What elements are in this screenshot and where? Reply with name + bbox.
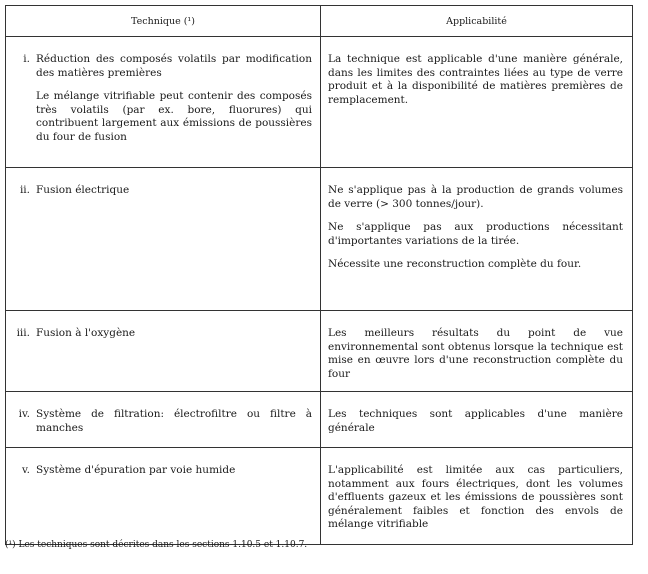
document-page — [5, 5, 632, 545]
footnote: (¹) Les techniques sont décrites dans les sections 1.10.5 et 1.10.7. — [5, 540, 308, 550]
applicability-cell — [321, 311, 633, 392]
table-row — [6, 168, 633, 311]
applicability-text: La technique est applicable d'une manière générale, dans les limites des contraintes liées au type de verre produit et à la disponibilité de matières premières de remplacement. — [328, 53, 623, 106]
header-applicabilite: Applicabilité — [321, 6, 633, 37]
technique-cell — [6, 392, 321, 448]
row-number: iv. — [18, 408, 30, 420]
row-number: v. — [21, 464, 30, 476]
table-row — [6, 311, 633, 392]
row-number: ii. — [19, 184, 30, 196]
applicability-text: Nécessite une reconstruction complète du four. — [328, 258, 582, 270]
table-row — [6, 448, 633, 545]
applicability-text: Ne s'applique pas aux productions nécessitant d'importantes variations de la tirée. — [328, 221, 623, 247]
applicability-cell — [321, 37, 633, 168]
applicability-text: L'applicabilité est limitée aux cas particuliers, notamment aux fours électriques, dont les volumes d'effluents gazeux et les émissions de poussières sont généralement faibles et fonction des envols de mélange vitrifiable — [328, 464, 623, 530]
applicability-text: Les meilleurs résultats du point de vue environnemental sont obtenus lorsque la technique est mise en œuvre lors d'une reconstruction complète du four — [328, 327, 623, 380]
row-number: iii. — [16, 327, 30, 339]
table-header-row — [6, 6, 633, 37]
technique-cell — [6, 168, 321, 311]
technique-title: Système d'épuration par voie humide — [36, 464, 236, 476]
applicability-text: Les techniques sont applicables d'une manière générale — [328, 408, 623, 434]
technique-description: Le mélange vitrifiable peut contenir des composés très volatils (par ex. bore, fluorures) qui contribuent largement aux émissions de poussières du four de fusion — [36, 90, 312, 143]
technique-title: Fusion électrique — [36, 184, 130, 196]
applicability-cell — [321, 168, 633, 311]
technique-title: Réduction des composés volatils par modification des matières premières — [36, 53, 312, 79]
technique-title: Système de filtration: électrofiltre ou filtre à manches — [36, 408, 312, 434]
row-number: i. — [23, 53, 30, 65]
technique-title: Fusion à l'oxygène — [36, 327, 136, 339]
applicability-text: Ne s'applique pas à la production de grands volumes de verre (> 300 tonnes/jour). — [328, 184, 623, 210]
techniques-table — [5, 5, 633, 545]
applicability-cell — [321, 392, 633, 448]
table-row — [6, 392, 633, 448]
header-technique: Technique (¹) — [6, 6, 321, 37]
technique-cell — [6, 448, 321, 545]
applicability-cell — [321, 448, 633, 545]
technique-cell — [6, 311, 321, 392]
technique-cell — [6, 37, 321, 168]
table-row — [6, 37, 633, 168]
